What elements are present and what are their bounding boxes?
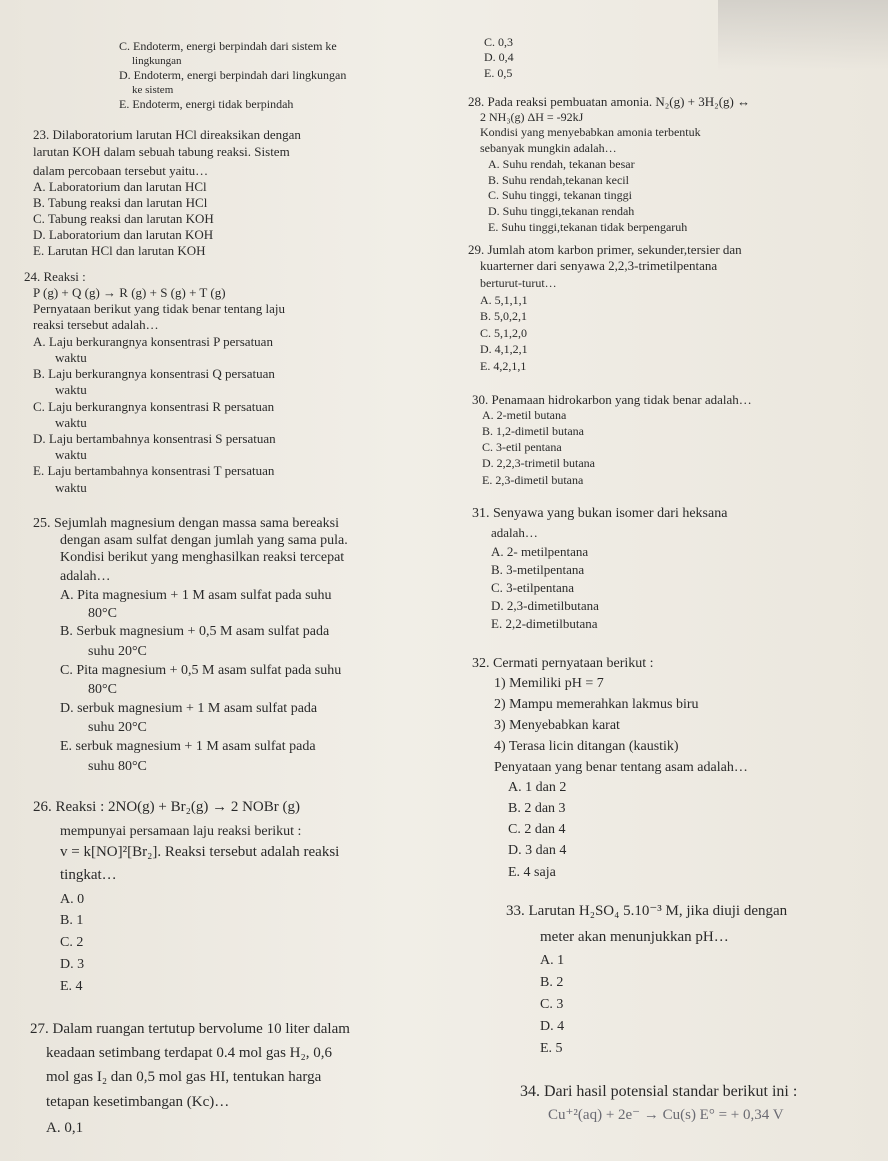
q25-stem-2: dengan asam sulfat dengan jumlah yang sama pula. — [60, 533, 348, 548]
q30-option-e: E. 2,3-dimetil butana — [482, 473, 584, 487]
q23-stem-1: 23. Dilaboratorium larutan HCl direaksikan dengan — [33, 127, 301, 142]
page-fold-shadow — [718, 0, 888, 70]
q29-stem-2: kuarterner dari senyawa 2,2,3-trimetilpentana — [480, 258, 718, 273]
q29-stem-3: berturut-turut… — [480, 276, 557, 290]
q31-option-d: D. 2,3-dimetilbutana — [491, 598, 599, 613]
q24-stem-3: reaksi tersebut adalah… — [33, 317, 159, 332]
q23-option-d: D. Laboratorium dan larutan KOH — [33, 227, 214, 242]
q24-option-e: E. Laju bertambahnya konsentrasi T persatuan — [33, 463, 275, 478]
q24-option-e-cont: waktu — [55, 480, 87, 495]
q33-option-c: C. 3 — [540, 997, 564, 1012]
q22-option-d-cont: ke sistem — [132, 84, 174, 96]
q27-option-c: C. 0,3 — [484, 35, 514, 49]
q22-option-d: D. Endoterm, energi berpindah dari lingkungan — [119, 68, 347, 82]
q27-option-e: E. 0,5 — [484, 66, 513, 80]
q31-option-a: A. 2- metilpentana — [491, 544, 589, 559]
q26-option-c: C. 2 — [60, 935, 84, 950]
q31-stem-2: adalah… — [491, 525, 538, 540]
q28-option-d: D. Suhu tinggi,tekanan rendah — [488, 204, 635, 218]
q25-stem-3: Kondisi berikut yang menghasilkan reaksi tercepat — [60, 550, 345, 565]
q29-option-a: A. 5,1,1,1 — [480, 293, 528, 307]
q26-stem-1: 26. Reaksi : 2NO(g) + Br₂(g) → 2 NOBr (g) — [33, 799, 300, 815]
q25-option-c-cont: 80°C — [88, 682, 117, 697]
q30-option-c: C. 3-etil pentana — [482, 440, 562, 454]
q22-option-c: C. Endoterm, energi berpindah dari sistem ke — [119, 39, 337, 53]
q26-option-e: E. 4 — [60, 979, 83, 994]
q32-option-e: E. 4 saja — [508, 865, 556, 880]
q24-option-b: B. Laju berkurangnya konsentrasi Q persatuan — [33, 366, 275, 381]
q31-option-e: E. 2,2-dimetilbutana — [491, 616, 598, 631]
q29-stem-1: 29. Jumlah atom karbon primer, sekunder,tersier dan — [468, 242, 742, 257]
q29-option-e: E. 4,2,1,1 — [480, 359, 527, 373]
q25-option-d: D. serbuk magnesium + 1 M asam sulfat pada — [60, 701, 318, 716]
q25-option-a: A. Pita magnesium + 1 M asam sulfat pada suhu — [60, 588, 332, 603]
q24-option-d-cont: waktu — [55, 447, 87, 462]
q28-option-b: B. Suhu rendah,tekanan kecil — [488, 173, 629, 187]
q30-option-b: B. 1,2-dimetil butana — [482, 424, 584, 438]
q22-option-e: E. Endoterm, energi tidak berpindah — [119, 97, 294, 111]
q26-stem-4: tingkat… — [60, 867, 117, 883]
q32-statement-3: 3) Menyebabkan karat — [494, 718, 620, 733]
q31-option-c: C. 3-etilpentana — [491, 580, 575, 595]
q25-option-b-cont: suhu 20°C — [88, 644, 147, 659]
q32-statement-4: 4) Terasa licin ditangan (kaustik) — [494, 739, 679, 754]
q23-stem-2: larutan KOH dalam sebuah tabung reaksi. Sistem — [33, 144, 290, 159]
q26-option-d: D. 3 — [60, 957, 85, 972]
q28-stem-2: Kondisi yang menyebabkan amonia terbentuk — [480, 125, 701, 139]
q24-option-b-cont: waktu — [55, 382, 87, 397]
q23-option-a: A. Laboratorium dan larutan HCl — [33, 179, 207, 194]
q32-option-b: B. 2 dan 3 — [508, 801, 566, 816]
q33-option-b: B. 2 — [540, 975, 564, 990]
q23-option-b: B. Tabung reaksi dan larutan HCl — [33, 195, 208, 210]
q33-option-a: A. 1 — [540, 953, 565, 968]
q24-option-d: D. Laju bertambahnya konsentrasi S persatuan — [33, 431, 276, 446]
q27-option-d: D. 0,4 — [484, 50, 514, 64]
q28-option-e: E. Suhu tinggi,tekanan tidak berpengaruh — [488, 220, 688, 234]
q33-option-e: E. 5 — [540, 1041, 563, 1056]
q24-option-a-cont: waktu — [55, 350, 87, 365]
q33-option-d: D. 4 — [540, 1019, 565, 1034]
q26-option-a: A. 0 — [60, 892, 85, 907]
q34-reaction: Cu⁺²(aq) + 2e⁻ → Cu(s) E° = + 0,34 V — [548, 1107, 784, 1123]
q29-option-c: C. 5,1,2,0 — [480, 326, 528, 340]
q25-option-c: C. Pita magnesium + 0,5 M asam sulfat pada suhu — [60, 663, 342, 678]
q24-option-a: A. Laju berkurangnya konsentrasi P persatuan — [33, 334, 273, 349]
q32-stem: 32. Cermati pernyataan berikut : — [472, 656, 654, 671]
q26-stem-2: mempunyai persamaan laju reaksi berikut : — [60, 824, 302, 839]
q22-option-c-cont: lingkungan — [132, 55, 182, 67]
q28-option-a: A. Suhu rendah, tekanan besar — [488, 157, 635, 171]
q26-option-b: B. 1 — [60, 913, 84, 928]
q23-stem-3: dalam percobaan tersebut yaitu… — [33, 163, 209, 178]
q25-option-e: E. serbuk magnesium + 1 M asam sulfat pada — [60, 739, 316, 754]
q24-reaction: P (g) + Q (g) → R (g) + S (g) + T (g) — [33, 285, 226, 300]
q28-equation: 2 NH₃(g) ΔH = -92kJ — [480, 110, 584, 124]
q27-stem-2: keadaan setimbang terdapat 0.4 mol gas H₂, 0,6 — [46, 1045, 332, 1061]
q27-stem-3: mol gas I₂ dan 0,5 mol gas HI, tentukan harga — [46, 1069, 322, 1085]
q27-option-a: A. 0,1 — [46, 1120, 84, 1136]
q24-option-c-cont: waktu — [55, 415, 87, 430]
q26-rate-law: v = k[NO]²[Br₂]. Reaksi tersebut adalah reaksi — [60, 844, 340, 860]
q24-option-c: C. Laju berkurangnya konsentrasi R persatuan — [33, 399, 275, 414]
q32-statement-2: 2) Mampu memerahkan lakmus biru — [494, 697, 699, 712]
q25-option-a-cont: 80°C — [88, 606, 117, 621]
q33-stem-1: 33. Larutan H₂SO₄ 5.10⁻³ M, jika diuji dengan — [506, 903, 788, 919]
q24-stem: 24. Reaksi : — [24, 269, 86, 284]
q29-option-d: D. 4,1,2,1 — [480, 342, 528, 356]
q32-option-c: C. 2 dan 4 — [508, 822, 566, 837]
q30-stem: 30. Penamaan hidrokarbon yang tidak benar adalah… — [472, 392, 752, 407]
q28-stem-1: 28. Pada reaksi pembuatan amonia. N₂(g) + 3H₂(g) ↔ — [468, 94, 751, 109]
q32-option-d: D. 3 dan 4 — [508, 843, 567, 858]
q25-stem-1: 25. Sejumlah magnesium dengan massa sama bereaksi — [33, 516, 339, 531]
q27-stem-1: 27. Dalam ruangan tertutup bervolume 10 liter dalam — [30, 1021, 350, 1037]
q32-option-a: A. 1 dan 2 — [508, 780, 567, 795]
q30-option-d: D. 2,2,3-trimetil butana — [482, 456, 595, 470]
q23-option-e: E. Larutan HCl dan larutan KOH — [33, 243, 206, 258]
q28-stem-3: sebanyak mungkin adalah… — [480, 141, 617, 155]
q31-option-b: B. 3-metilpentana — [491, 562, 585, 577]
q23-option-c: C. Tabung reaksi dan larutan KOH — [33, 211, 214, 226]
q25-option-b: B. Serbuk magnesium + 0,5 M asam sulfat pada — [60, 624, 330, 639]
q25-stem-4: adalah… — [60, 569, 111, 584]
q34-stem: 34. Dari hasil potensial standar berikut ini : — [520, 1083, 798, 1100]
q33-stem-2: meter akan menunjukkan pH… — [540, 929, 729, 945]
q32-statement-1: 1) Memiliki pH = 7 — [494, 676, 604, 691]
q30-option-a: A. 2-metil butana — [482, 408, 567, 422]
q28-option-c: C. Suhu tinggi, tekanan tinggi — [488, 188, 632, 202]
q25-option-d-cont: suhu 20°C — [88, 720, 147, 735]
q24-stem-2: Pernyataan berikut yang tidak benar tentang laju — [33, 301, 285, 316]
q25-option-e-cont: suhu 80°C — [88, 759, 147, 774]
q31-stem-1: 31. Senyawa yang bukan isomer dari heksana — [472, 506, 728, 521]
q32-stem-2: Penyataan yang benar tentang asam adalah… — [494, 760, 748, 775]
q27-stem-4: tetapan kesetimbangan (Kc)… — [46, 1094, 230, 1110]
q29-option-b: B. 5,0,2,1 — [480, 309, 528, 323]
